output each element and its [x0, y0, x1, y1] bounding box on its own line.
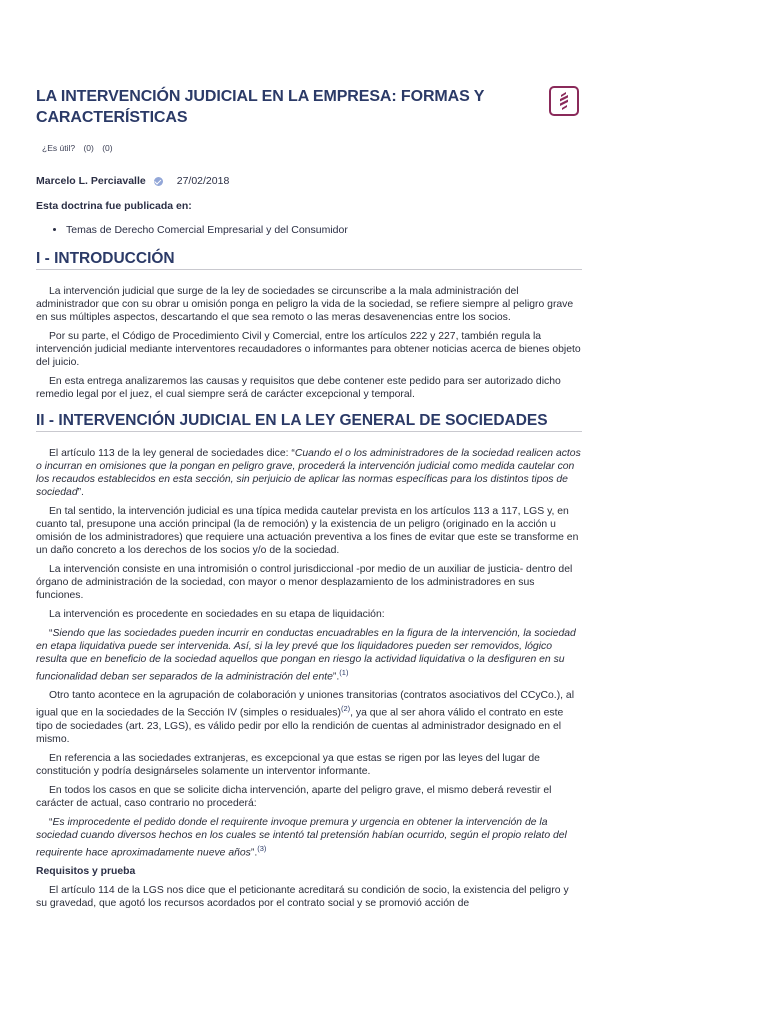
paragraph: El artículo 114 de la LGS nos dice que el peticionante acreditará su condición de socio, la existencia del peligro y su gravedad, que agotó los recursos acordados por el contrato social y se promovió acción de: [36, 885, 569, 910]
useful-yes-button[interactable]: (0): [83, 143, 94, 153]
paragraph: La intervención judicial que surge de la ley de sociedades se circunscribe a la mala administración del administrador que con su obrar u omisión ponga en peligro la vida de la sociedad, se refiere siempre al peligro grave en sus múltiples aspectos, descartando el que sea remoto o las meras desavenencias entre los socios.: [36, 286, 574, 323]
text-span: , ya que al ser ahora válido el contrato en este tipo de sociedades (art. 23, LGS), es válido pedir por ello la rendición de cuentas al administrador designado en el mismo.: [36, 707, 564, 745]
paragraph: En tal sentido, la intervención judicial es una típica medida cautelar prevista en los artículos 113 a 117, LGS y, en cuanto tal, presupone una acción principal (la de remoción) y la existencia de un peligro (originado en la acción u omisión de los administradores) que requiere una actuación preventiva a los fines de evitar que este se transforme en un daño concreto a los derechos de los socios y/o de la sociedad.: [36, 506, 579, 556]
text-span: ”.: [332, 671, 340, 683]
useful-label: ¿Es útil?: [42, 143, 76, 153]
paragraph: La intervención consiste en una intromisión o control jurisdiccional -por medio de un auxiliar de justicia- dentro del órgano de administración de la sociedad, con mayor o menor desplazamiento de los administradores en sus funciones.: [36, 564, 573, 601]
paragraph: En todos los casos en que se solicite dicha intervención, aparte del peligro grave, el mismo deberá revestir el carácter de actual, caso contrario no procederá:: [36, 784, 552, 809]
text-span: ”.: [250, 847, 258, 859]
quoted-text: Cuando el o los administradores de la sociedad realicen actos o incurran en omisiones que la pongan en peligro grave, procederá la intervención judicial como medida cautelar con los recaudos establecidos en esta sección, sin perjuicio de aplicar las normas específicas para los distintos tipos de sociedad: [36, 448, 581, 498]
publication-label: Esta doctrina fue publicada en:: [36, 200, 192, 212]
paragraph: Por su parte, el Código de Procedimiento Civil y Comercial, entre los artículos 222 y 227, también regula la intervención judicial mediante interventores recaudadores o informantes para obtener noticias acerca de bienes objeto del juicio.: [36, 331, 581, 368]
text-span: “: [49, 816, 53, 828]
paragraph: [36, 447, 582, 499]
article: [36, 86, 582, 910]
quote-paragraph: [36, 627, 582, 683]
subheading: Requisitos y prueba: [36, 866, 136, 878]
publish-date: 27/02/2018: [176, 175, 230, 187]
text-span: ”.: [77, 487, 84, 498]
section-heading-intro: I - INTRODUCCIÓN: [36, 249, 582, 270]
paragraph: [36, 689, 582, 745]
quoted-text: Es improcedente el pedido donde el requirente invoque premura y urgencia en obtener la intervención de la sociedad cuando diversos hechos en los cuales se intentó tal pretensión habían ocurrido, según el propio relato del requirente hace aproximadamente nueve años: [36, 816, 567, 859]
paragraph: En esta entrega analizaremos las causas y requisitos que debe contener este pedido para ser autorizado dicho remedio legal por el juez, el cual siempre será de carácter excepcional y temporal.: [36, 376, 561, 400]
page-title: LA INTERVENCIÓN JUDICIAL EN LA EMPRESA: FORMAS Y CARACTERÍSTICAS: [36, 88, 484, 126]
paragraph: La intervención es procedente en sociedades en su etapa de liquidación:: [49, 609, 385, 620]
publication-list: [36, 224, 582, 237]
footnote-link[interactable]: (3): [257, 843, 267, 853]
text-span: El artículo 113 de la ley general de sociedades dice: “: [49, 448, 295, 459]
footnote-link[interactable]: (1): [339, 668, 349, 677]
author-row: [36, 175, 582, 187]
author-name[interactable]: Marcelo L. Perciavalle: [36, 175, 146, 187]
quote-paragraph: [36, 816, 582, 859]
section-heading-ley: II - INTERVENCIÓN JUDICIAL EN LA LEY GENERAL DE SOCIEDADES: [36, 411, 582, 432]
footnote-link[interactable]: (2): [340, 704, 351, 714]
quoted-text: Siendo que las sociedades pueden incurrir en conductas encuadrables en la figura de la intervención, la sociedad en etapa liquidativa puede ser intervenida. Así, si la ley prevé que los liquidadores pueden ser removidos, lógico resulta que en beneficio de la sociedad aquellos que pongan en riesgo la actividad liquidativa o la desfiguren en su funcionalidad deban ser separados de la administración del ente: [36, 628, 576, 683]
useful-rating: [36, 143, 582, 153]
verified-badge-icon: [154, 177, 163, 186]
text-span: Otro tanto acontece en la agrupación de colaboración y uniones transitorias (contratos asociativos del CCyCo.), al igual que en la sociedades de la Sección IV (simples o residuales): [36, 690, 575, 719]
text-span: “: [49, 628, 53, 639]
publication-item[interactable]: • Temas de Derecho Comercial Empresarial y del Consumidor: [66, 224, 582, 237]
paragraph: En referencia a las sociedades extranjeras, es excepcional ya que estas se rigen por las leyes del lugar de constitución y podría designárseles solamente un interventor informante.: [36, 752, 540, 777]
useful-no-button[interactable]: (0): [102, 143, 113, 153]
